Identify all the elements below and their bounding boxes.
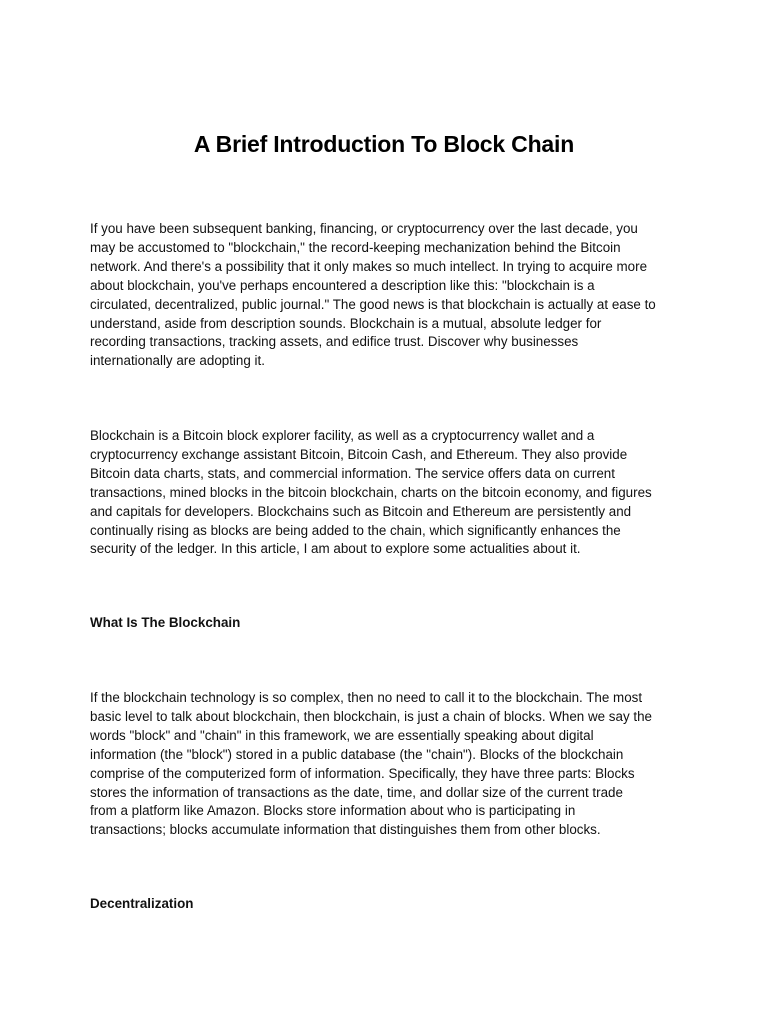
section-heading-what-is-blockchain: What Is The Blockchain	[90, 615, 241, 630]
blockchain-service-paragraph: Blockchain is a Bitcoin block explorer facility, as well as a cryptocurrency wallet and a cryptocurrency exchange assistant Bitcoin, Bitcoin Cash, and Ethereum. They also provide Bitcoin data charts, stats, and commercial information. The service offers data on current transactions, mined blocks in the bitcoin blockchain, charts on the bitcoin economy, and figures and capitals for developers. Blockchains such as Bitcoin and Ethereum are persistently and continually rising as blocks are being added to the chain, which significantly enhances the security of the ledger. In this article, I am about to explore some actualities about it.	[90, 428, 652, 557]
document-title: A Brief Introduction To Block Chain	[193, 131, 575, 158]
what-is-blockchain-paragraph: If the blockchain technology is so complex, then no need to call it to the blockchain. The most basic level to talk about blockchain, then blockchain, is just a chain of blocks. When we say the words "block" and "chain" in this framework, we are essentially speaking about digital information (the "block") stored in a public database (the "chain"). Blocks of the blockchain comprise of the computerized form of information. Specifically, they have three parts: Blocks stores the information of transactions as the date, time, and dollar size of the current trade from a platform like Amazon. Blocks store information about who is participating in transactions; blocks accumulate information that distinguishes them from other blocks.	[90, 690, 652, 838]
intro-paragraph: If you have been subsequent banking, financing, or cryptocurrency over the last decade, you may be accustomed to "blockchain," the record-keeping mechanization behind the Bitcoin network. And there's a possibility that it only makes so much intellect. In trying to acquire more about blockchain, you've perhaps encountered a description like this: "blockchain is a circulated, decentralized, public journal." The good news is that blockchain is actually at ease to understand, aside from description sounds. Blockchain is a mutual, absolute ledger for recording transactions, tracking assets, and edifice trust. Discover why businesses internationally are adopting it.	[90, 221, 656, 369]
section-heading-decentralization: Decentralization	[90, 896, 194, 911]
